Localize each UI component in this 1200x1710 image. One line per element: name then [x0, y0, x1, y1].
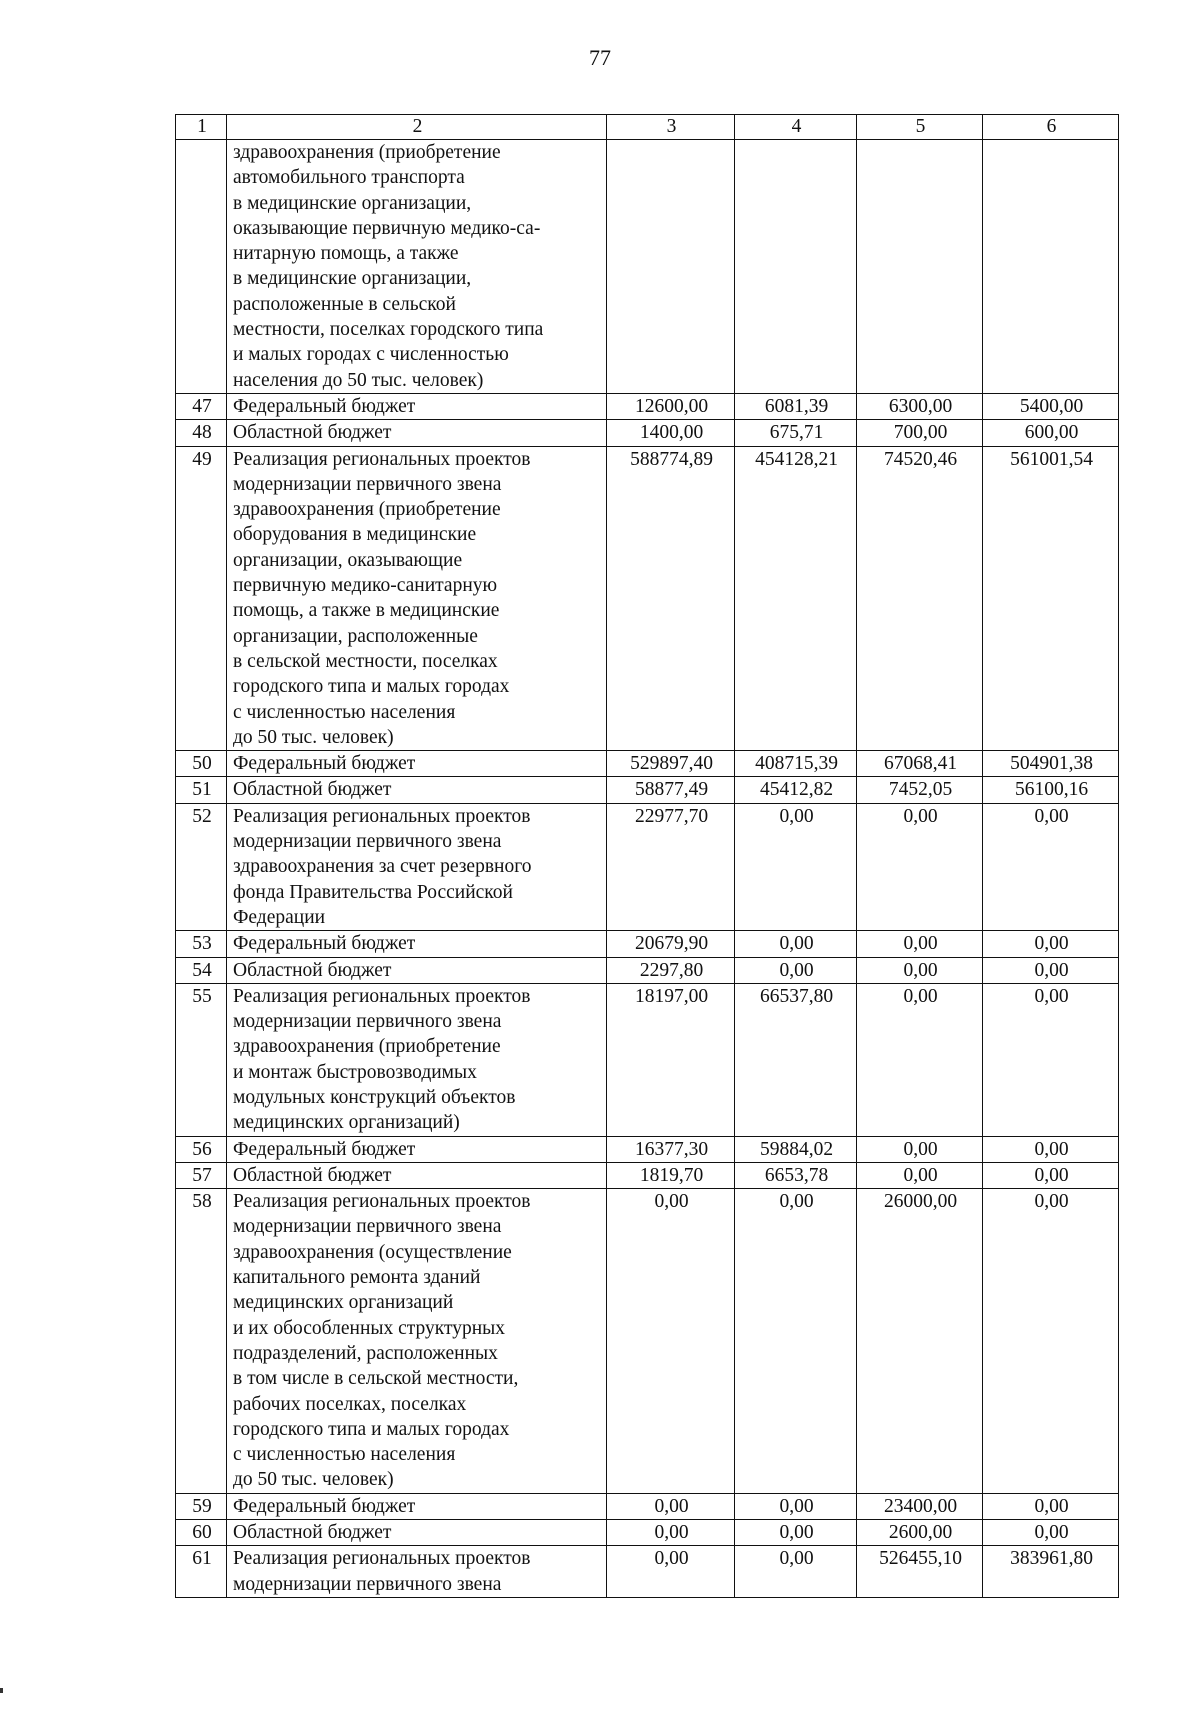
row-name-cell: Реализация региональных проектов модернизации первичного звена	[227, 1546, 607, 1598]
value-cell-col5: 0,00	[857, 983, 983, 1136]
table-row	[176, 957, 1119, 983]
table-row	[176, 983, 1119, 1136]
value-cell-col6: 0,00	[983, 1520, 1119, 1546]
value-cell-col5: 74520,46	[857, 446, 983, 751]
value-cell-col4: 6081,39	[735, 393, 857, 419]
value-cell-col3: 588774,89	[607, 446, 735, 751]
row-number-cell: 58	[176, 1189, 227, 1494]
value-cell-col3: 2297,80	[607, 957, 735, 983]
value-cell-col6: 600,00	[983, 420, 1119, 446]
row-number-cell: 47	[176, 393, 227, 419]
value-cell-col6: 504901,38	[983, 751, 1119, 777]
header-cell-col6: 6	[983, 115, 1119, 140]
value-cell-col3: 22977,70	[607, 803, 735, 930]
header-cell-col5: 5	[857, 115, 983, 140]
value-cell-col3: 20679,90	[607, 931, 735, 957]
value-cell-col6: 0,00	[983, 983, 1119, 1136]
row-number-cell: 53	[176, 931, 227, 957]
row-number-cell: 55	[176, 983, 227, 1136]
value-cell-col6: 0,00	[983, 1493, 1119, 1519]
row-number-cell: 51	[176, 777, 227, 803]
row-number-cell: 56	[176, 1136, 227, 1162]
value-cell-col3: 1400,00	[607, 420, 735, 446]
value-cell-col5	[857, 140, 983, 394]
row-name-cell: Областной бюджет	[227, 1520, 607, 1546]
row-number-cell: 57	[176, 1162, 227, 1188]
value-cell-col5: 26000,00	[857, 1189, 983, 1494]
table-row	[176, 1493, 1119, 1519]
value-cell-col3: 16377,30	[607, 1136, 735, 1162]
row-name-cell: Федеральный бюджет	[227, 931, 607, 957]
value-cell-col3: 0,00	[607, 1546, 735, 1598]
scan-artifact	[0, 1688, 3, 1693]
page-number: 77	[589, 45, 611, 70]
value-cell-col5: 0,00	[857, 957, 983, 983]
value-cell-col6: 0,00	[983, 957, 1119, 983]
table-row	[176, 1136, 1119, 1162]
table-row	[176, 931, 1119, 957]
row-name-cell: Реализация региональных проектов модернизации первичного звена здравоохранения за счет резервного фонда Правительства Российской Федерации	[227, 803, 607, 930]
header-cell-col3: 3	[607, 115, 735, 140]
value-cell-col4: 0,00	[735, 1546, 857, 1598]
value-cell-col3: 18197,00	[607, 983, 735, 1136]
value-cell-col6: 0,00	[983, 931, 1119, 957]
value-cell-col6	[983, 140, 1119, 394]
value-cell-col5: 0,00	[857, 1136, 983, 1162]
value-cell-col6: 5400,00	[983, 393, 1119, 419]
table-row	[176, 1546, 1119, 1598]
value-cell-col6: 0,00	[983, 1162, 1119, 1188]
value-cell-col4: 59884,02	[735, 1136, 857, 1162]
row-name-cell: Реализация региональных проектов модернизации первичного звена здравоохранения (приобретение оборудования в медицинские организации, оказывающие первичную медико-санитарную помощь, а также в медицинские организации, расположенные в сельской местности, поселках городского типа и малых городах с численностью населения до 50 тыс. человек)	[227, 446, 607, 751]
value-cell-col6: 0,00	[983, 1136, 1119, 1162]
table-row	[176, 1189, 1119, 1494]
header-cell-col2: 2	[227, 115, 607, 140]
value-cell-col4: 0,00	[735, 1189, 857, 1494]
table-row	[176, 446, 1119, 751]
value-cell-col4: 0,00	[735, 803, 857, 930]
table-row	[176, 393, 1119, 419]
row-name-cell: Федеральный бюджет	[227, 393, 607, 419]
value-cell-col4: 45412,82	[735, 777, 857, 803]
row-number-cell: 59	[176, 1493, 227, 1519]
value-cell-col4: 0,00	[735, 1520, 857, 1546]
value-cell-col4: 0,00	[735, 1493, 857, 1519]
row-number-cell: 48	[176, 420, 227, 446]
value-cell-col5: 700,00	[857, 420, 983, 446]
row-name-cell: Реализация региональных проектов модернизации первичного звена здравоохранения (осуществление капитального ремонта зданий медицинских организаций и их обособленных структурных подразделений, расположенных в том числе в сельской местности, рабочих поселках, поселках городского типа и малых городах с численностью населения до 50 тыс. человек)	[227, 1189, 607, 1494]
value-cell-col3: 58877,49	[607, 777, 735, 803]
value-cell-col6: 56100,16	[983, 777, 1119, 803]
value-cell-col5: 2600,00	[857, 1520, 983, 1546]
table-row	[176, 1162, 1119, 1188]
value-cell-col6: 383961,80	[983, 1546, 1119, 1598]
value-cell-col3: 1819,70	[607, 1162, 735, 1188]
value-cell-col3: 529897,40	[607, 751, 735, 777]
table-row	[176, 420, 1119, 446]
row-number-cell: 60	[176, 1520, 227, 1546]
value-cell-col4: 66537,80	[735, 983, 857, 1136]
value-cell-col5: 0,00	[857, 803, 983, 930]
row-name-cell: Областной бюджет	[227, 420, 607, 446]
value-cell-col6: 0,00	[983, 1189, 1119, 1494]
value-cell-col5: 6300,00	[857, 393, 983, 419]
table-header-row	[176, 115, 1119, 140]
table-row	[176, 1520, 1119, 1546]
table-row	[176, 751, 1119, 777]
value-cell-col4: 6653,78	[735, 1162, 857, 1188]
row-number-cell: 54	[176, 957, 227, 983]
value-cell-col4: 454128,21	[735, 446, 857, 751]
value-cell-col4: 408715,39	[735, 751, 857, 777]
row-name-cell: Областной бюджет	[227, 1162, 607, 1188]
value-cell-col3: 12600,00	[607, 393, 735, 419]
row-name-cell: Областной бюджет	[227, 957, 607, 983]
row-number-cell: 52	[176, 803, 227, 930]
header-cell-col1: 1	[176, 115, 227, 140]
row-name-cell: Реализация региональных проектов модернизации первичного звена здравоохранения (приобретение и монтаж быстровозводимых модульных конструкций объектов медицинских организаций)	[227, 983, 607, 1136]
value-cell-col3: 0,00	[607, 1520, 735, 1546]
row-number-cell	[176, 140, 227, 394]
value-cell-col5: 0,00	[857, 931, 983, 957]
row-name-cell: Федеральный бюджет	[227, 1493, 607, 1519]
value-cell-col5: 0,00	[857, 1162, 983, 1188]
row-number-cell: 50	[176, 751, 227, 777]
value-cell-col5: 23400,00	[857, 1493, 983, 1519]
table-row	[176, 803, 1119, 930]
table-row	[176, 777, 1119, 803]
row-name-cell: Федеральный бюджет	[227, 1136, 607, 1162]
value-cell-col3	[607, 140, 735, 394]
value-cell-col3: 0,00	[607, 1189, 735, 1494]
row-number-cell: 49	[176, 446, 227, 751]
value-cell-col4: 0,00	[735, 957, 857, 983]
table-row	[176, 140, 1119, 394]
value-cell-col5: 526455,10	[857, 1546, 983, 1598]
budget-table	[175, 114, 1119, 1598]
value-cell-col6: 561001,54	[983, 446, 1119, 751]
row-name-cell: здравоохранения (приобретение автомобильного транспорта в медицинские организации, оказывающие первичную медико-са- нитарную помощь, а также в медицинские организации, расположенные в сельской местности, поселках городского типа и малых городах с численностью населения до 50 тыс. человек)	[227, 140, 607, 394]
value-cell-col3: 0,00	[607, 1493, 735, 1519]
value-cell-col4	[735, 140, 857, 394]
header-cell-col4: 4	[735, 115, 857, 140]
value-cell-col5: 7452,05	[857, 777, 983, 803]
row-name-cell: Областной бюджет	[227, 777, 607, 803]
row-name-cell: Федеральный бюджет	[227, 751, 607, 777]
value-cell-col5: 67068,41	[857, 751, 983, 777]
value-cell-col6: 0,00	[983, 803, 1119, 930]
value-cell-col4: 675,71	[735, 420, 857, 446]
value-cell-col4: 0,00	[735, 931, 857, 957]
row-number-cell: 61	[176, 1546, 227, 1598]
